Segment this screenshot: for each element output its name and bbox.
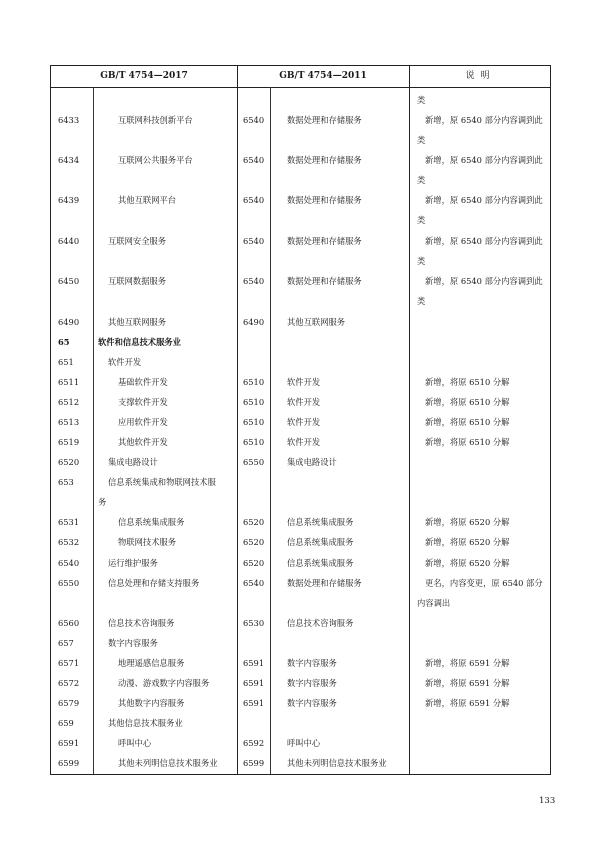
old-code: 6540 [243,195,265,205]
old-name: 信息系统集成服务 [287,558,354,568]
old-name: 软件开发 [287,377,321,387]
old-code: 6520 [243,517,265,527]
old-name: 数据处理和存储服务 [287,578,362,588]
new-code: 6599 [58,758,80,768]
new-name: 其他互联网平台 [118,195,177,205]
note: 新增，将原 6520 分解 [425,558,510,568]
new-code: 65 [58,337,70,347]
old-code: 6520 [243,558,265,568]
new-name: 其他未列明信息技术服务业 [118,758,218,768]
new-code: 6550 [58,578,80,588]
old-code: 6520 [243,537,265,547]
new-name: 互联网数据服务 [108,276,167,286]
note-cont: 类 [417,135,426,145]
table-row [51,271,550,306]
new-name: 信息处理和存储支持服务 [108,578,200,588]
new-code: 6511 [58,377,80,387]
table-row [51,452,550,472]
note: 新增，将原 6510 分解 [425,377,510,387]
new-name: 信息系统集成和物联网技术服 [108,477,216,487]
table-row [51,190,550,225]
table-row [51,432,550,452]
new-code: 6512 [58,397,80,407]
new-code: 6591 [58,738,80,748]
new-code: 651 [58,357,74,367]
note: 新增，将原 6520 分解 [425,537,510,547]
new-name: 软件和信息技术服务业 [98,337,181,347]
new-name-cont: 务 [98,497,107,507]
new-code: 6440 [58,236,80,246]
new-name: 信息系统集成服务 [118,517,185,527]
old-code: 6530 [243,618,265,628]
new-name: 基础软件开发 [118,377,168,387]
old-name: 信息系统集成服务 [287,537,354,547]
old-code: 6591 [243,678,265,688]
note: 新增，原 6540 部分内容调到此 [425,115,543,125]
new-name: 软件开发 [108,357,142,367]
table-row [51,352,550,372]
new-code: 6531 [58,517,80,527]
old-code: 6592 [243,738,265,748]
new-name: 其他数字内容服务 [118,698,185,708]
note: 新增，将原 6510 分解 [425,437,510,447]
new-name: 运行维护服务 [108,558,158,568]
new-code: 657 [58,638,74,648]
old-name: 数据处理和存储服务 [287,115,362,125]
old-name: 信息系统集成服务 [287,517,354,527]
page-number: 133 [539,796,556,806]
new-name: 集成电路设计 [108,457,158,467]
new-code: 653 [58,477,74,487]
new-name: 地理遥感信息服务 [118,658,185,668]
old-name: 软件开发 [287,437,321,447]
note-cont: 类 [417,256,426,266]
table-row [51,472,550,507]
new-code: 6513 [58,417,80,427]
old-name: 其他未列明信息技术服务业 [287,758,387,768]
table-row [51,512,550,532]
note-cont: 内容调出 [417,598,451,608]
note: 新增，将原 6591 分解 [425,658,510,668]
old-code: 6540 [243,276,265,286]
new-code: 6532 [58,537,80,547]
table-row [51,392,550,412]
note: 更名，内容变更，原 6540 部分 [425,578,543,588]
new-code: 6540 [58,558,80,568]
new-code: 6520 [58,457,80,467]
old-name: 数字内容服务 [287,658,337,668]
old-name: 呼叫中心 [287,738,321,748]
new-code: 6434 [58,155,80,165]
table-row [51,733,550,753]
new-code: 6450 [58,276,80,286]
new-name: 其他软件开发 [118,437,168,447]
table-row [51,412,550,432]
note: 新增，将原 6591 分解 [425,678,510,688]
old-name: 软件开发 [287,417,321,427]
note-cont: 类 [417,296,426,306]
note: 新增，原 6540 部分内容调到此 [425,195,543,205]
old-name: 数字内容服务 [287,698,337,708]
note: 新增，将原 6520 分解 [425,517,510,527]
old-code: 6591 [243,698,265,708]
note: 新增，原 6540 部分内容调到此 [425,276,543,286]
table-row [51,753,550,773]
old-name: 数据处理和存储服务 [287,195,362,205]
header-gbt-2017: GB/T 4754—2017 [100,71,188,81]
new-name: 互联网科技创新平台 [118,115,193,125]
new-code: 6433 [58,115,80,125]
old-code: 6510 [243,397,265,407]
table-row [51,713,550,733]
old-code: 6550 [243,457,265,467]
note: 新增，将原 6591 分解 [425,698,510,708]
old-code: 6490 [243,317,265,327]
classification-table [50,65,551,775]
old-code: 6591 [243,658,265,668]
old-name: 数据处理和存储服务 [287,155,362,165]
new-code: 6571 [58,658,80,668]
table-row [51,312,550,332]
new-name: 物联网技术服务 [118,537,177,547]
table-row [51,673,550,693]
old-code: 6540 [243,236,265,246]
table-row [51,553,550,573]
new-name: 动漫、游戏数字内容服务 [118,678,210,688]
new-name: 互联网公共服务平台 [118,155,193,165]
header-divider [51,87,550,88]
new-name: 应用软件开发 [118,417,168,427]
note: 新增，将原 6510 分解 [425,417,510,427]
new-code: 6439 [58,195,80,205]
new-name: 数字内容服务 [108,638,158,648]
old-name: 数据处理和存储服务 [287,276,362,286]
old-code: 6599 [243,758,265,768]
note-cont: 类 [417,215,426,225]
new-name: 其他信息技术服务业 [108,718,183,728]
new-code: 6560 [58,618,80,628]
table-row [51,633,550,653]
old-code: 6540 [243,155,265,165]
new-code: 6572 [58,678,80,688]
table-row [51,150,550,185]
table-row [51,532,550,552]
table-row [51,110,550,145]
old-name: 信息技术咨询服务 [287,618,354,628]
old-code: 6510 [243,417,265,427]
header-gbt-2011: GB/T 4754—2011 [279,71,367,81]
table-row [51,653,550,673]
old-code: 6510 [243,377,265,387]
table-row [51,231,550,266]
old-name: 软件开发 [287,397,321,407]
note: 新增，将原 6510 分解 [425,397,510,407]
old-code: 6540 [243,578,265,588]
new-code: 6519 [58,437,80,447]
old-code: 6510 [243,437,265,447]
new-code: 6490 [58,317,80,327]
new-name: 呼叫中心 [118,738,152,748]
old-code: 6540 [243,115,265,125]
new-code: 6579 [58,698,80,708]
new-name: 信息技术咨询服务 [108,618,175,628]
table-row [51,573,550,608]
old-name: 集成电路设计 [287,457,337,467]
new-code: 659 [58,718,74,728]
header-note: 说明 [465,71,496,81]
table-row [51,693,550,713]
new-name: 支撑软件开发 [118,397,168,407]
old-name: 其他互联网服务 [287,317,346,327]
new-name: 互联网安全服务 [108,236,167,246]
old-name: 数字内容服务 [287,678,337,688]
note-cont: 类 [417,175,426,185]
note: 新增，原 6540 部分内容调到此 [425,236,543,246]
old-name: 数据处理和存储服务 [287,236,362,246]
table-row [51,613,550,633]
table-row [51,372,550,392]
note: 新增，原 6540 部分内容调到此 [425,155,543,165]
new-name: 其他互联网服务 [108,317,167,327]
table-row [51,332,550,352]
continuation-note: 类 [417,95,426,105]
